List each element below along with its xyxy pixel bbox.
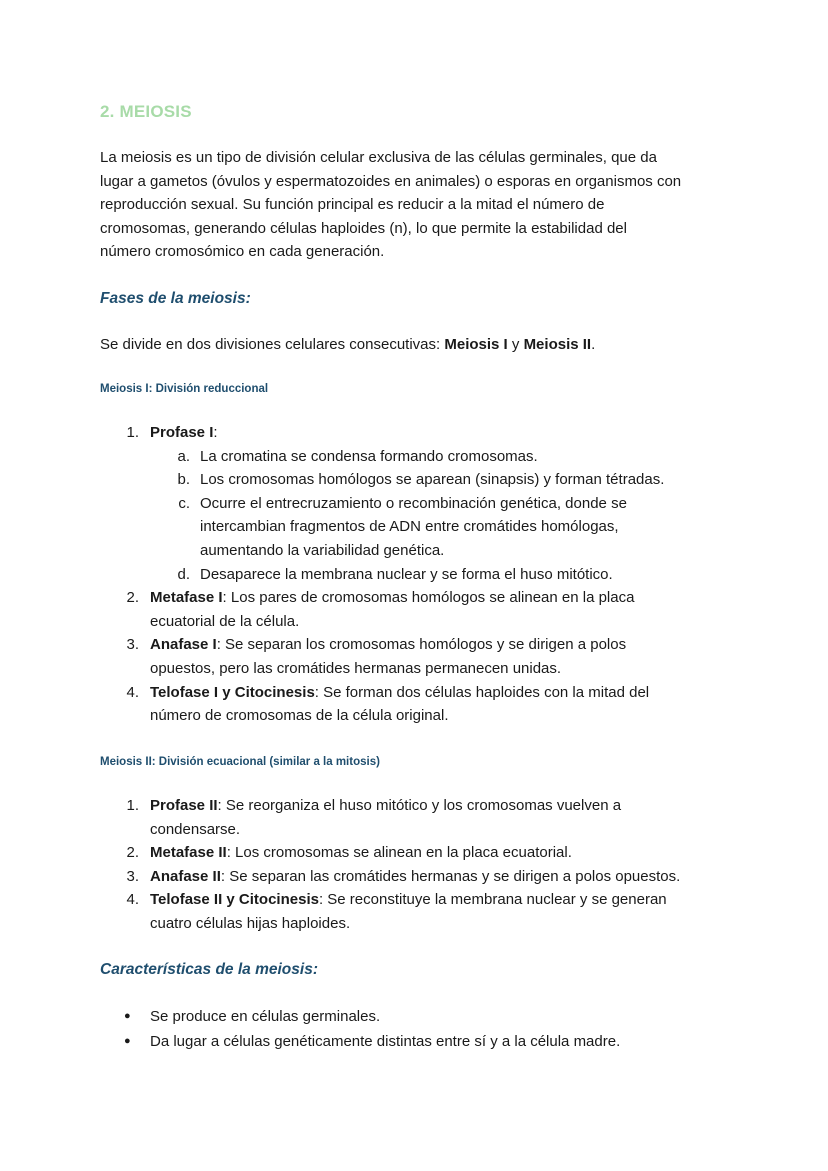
fases-heading: Fases de la meiosis: <box>100 290 251 307</box>
bullet-icon: ● <box>124 1034 131 1047</box>
list-number: 1. <box>126 424 139 441</box>
list-item-continuation: ecuatorial de la célula. <box>150 612 300 630</box>
divide-sentence <box>100 333 595 357</box>
divide-bold-meiosis-1: Meiosis I <box>444 336 508 353</box>
list-item <box>0 586 828 633</box>
meiosis2-list <box>0 794 828 936</box>
sub-list-item <box>0 468 828 492</box>
list-item-bold: Anafase II <box>150 867 221 885</box>
list-item-text <box>150 681 649 705</box>
sub-list-text: intercambian fragmentos de ADN entre cromátides homólogas, <box>200 518 619 536</box>
divide-mid: y <box>507 336 524 353</box>
list-item <box>0 681 828 728</box>
list-item <box>0 794 828 841</box>
list-item-bold: Anafase I <box>150 636 217 654</box>
list-item-text <box>150 794 621 818</box>
list-item-rest: : Se forman dos células haploides con la mitad del <box>314 683 650 701</box>
sub-list-text: Ocurre el entrecruzamiento o recombinación genética, donde se <box>200 494 627 512</box>
list-item-bold: Telofase II y Citocinesis <box>150 891 319 909</box>
caracteristicas-heading: Características de la meiosis: <box>100 961 318 978</box>
divide-text: Se divide en dos divisiones celulares consecutivas: <box>100 336 445 353</box>
sub-list-text: Los cromosomas homólogos se aparean (sinapsis) y forman tétradas. <box>200 471 665 489</box>
sub-list-letter: c. <box>178 494 190 512</box>
list-number: 3. <box>126 867 139 885</box>
list-item-bold: Profase I <box>150 424 214 441</box>
list-item-continuation: opuestos, pero las cromátides hermanas permanecen unidas. <box>150 659 562 677</box>
list-item <box>0 865 828 889</box>
meiosis2-heading: Meiosis II: División ecuacional (similar a la mitosis) <box>100 756 380 768</box>
divide-end: . <box>591 336 596 353</box>
list-item <box>0 888 828 935</box>
list-item-rest: : Se separan los cromosomas homólogos y se dirigen a polos <box>216 636 627 654</box>
list-item-bold: Metafase I <box>150 589 223 607</box>
list-item-bold: Profase II <box>150 797 218 814</box>
list-item-bold: Metafase II <box>150 844 227 862</box>
intro-paragraph <box>100 146 730 264</box>
sub-list-letter: a. <box>177 447 190 465</box>
list-item <box>0 633 828 680</box>
list-item-rest: : Los cromosomas se alinean en la placa ecuatorial. <box>226 844 572 862</box>
sub-list-letter: d. <box>177 565 190 583</box>
list-item-continuation: condensarse. <box>150 820 241 838</box>
sub-list-item <box>0 563 828 587</box>
intro-line: lugar a gametos (óvulos y espermatozoides en animales) o esporas en organismos con <box>100 172 682 190</box>
bullet-item <box>0 1030 828 1055</box>
list-item <box>0 841 828 865</box>
bullet-text: Se produce en células germinales. <box>150 1008 381 1025</box>
sub-list-item <box>0 445 828 469</box>
list-item-continuation: número de cromosomas de la célula original. <box>150 707 449 725</box>
list-number: 1. <box>126 797 139 814</box>
bullet-text: Da lugar a células genéticamente distintas entre sí y a la célula madre. <box>150 1032 621 1050</box>
list-number: 2. <box>126 589 139 607</box>
list-number: 4. <box>126 683 139 701</box>
divide-bold-meiosis-2: Meiosis II <box>523 336 592 353</box>
sub-list-text: aumentando la variabilidad genética. <box>200 541 445 559</box>
list-number: 3. <box>126 636 139 654</box>
list-item-continuation: cuatro células hijas haploides. <box>150 914 351 932</box>
list-item <box>0 421 828 445</box>
meiosis1-list <box>0 421 828 728</box>
list-item-bold: Telofase I y Citocinesis <box>150 683 315 701</box>
list-item-rest: : <box>213 424 218 441</box>
list-item-rest: : Se reconstituye la membrana nuclear y se generan <box>318 891 667 909</box>
caracteristicas-list <box>0 1005 828 1054</box>
sub-list-text: Desaparece la membrana nuclear y se forma el huso mitótico. <box>200 565 613 583</box>
page-title: 2. MEIOSIS <box>100 102 192 121</box>
list-item-text <box>150 421 218 445</box>
bullet-icon: ● <box>124 1010 131 1022</box>
list-item-text <box>150 888 667 912</box>
bullet-item <box>0 1005 828 1030</box>
list-item-rest: : Se reorganiza el huso mitótico y los cromosomas vuelven a <box>217 797 622 814</box>
list-item-text <box>150 841 572 865</box>
list-item-rest: : Se separan las cromátides hermanas y se dirigen a polos opuestos. <box>220 867 681 885</box>
list-item-rest: : Los pares de cromosomas homólogos se alinean en la placa <box>222 589 635 607</box>
meiosis1-heading: Meiosis I: División reduccional <box>100 383 269 395</box>
list-item-text <box>150 633 626 657</box>
intro-line: La meiosis es un tipo de división celular exclusiva de las células germinales, que da <box>100 149 657 166</box>
intro-line: reproducción sexual. Su función principal es reducir a la mitad el número de <box>100 196 605 214</box>
list-item-text <box>150 865 680 889</box>
list-item-text <box>150 586 634 610</box>
sub-list-item <box>0 492 828 563</box>
list-number: 4. <box>126 891 139 909</box>
list-number: 2. <box>126 844 139 862</box>
sub-list-letter: b. <box>177 471 190 489</box>
intro-line: número cromosómico en cada generación. <box>100 243 385 261</box>
intro-line: cromosomas, generando células haploides (n), lo que permite la estabilidad del <box>100 219 627 237</box>
sub-list-text: La cromatina se condensa formando cromosomas. <box>200 447 538 465</box>
